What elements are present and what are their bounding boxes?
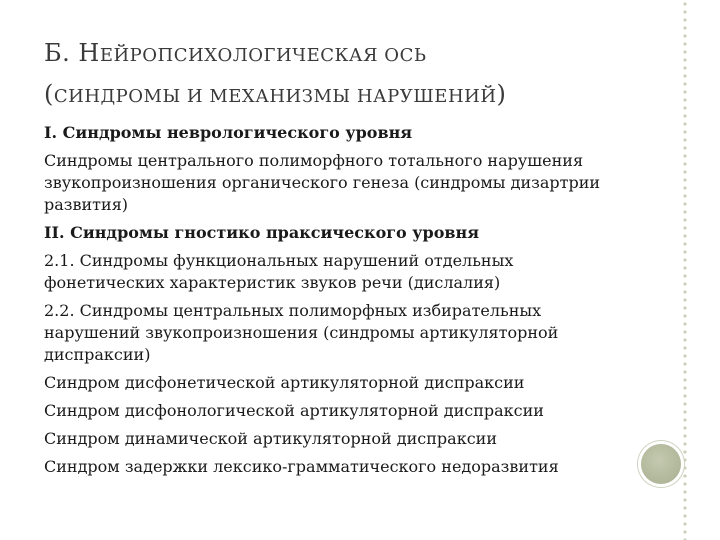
body-paragraph: Синдром дисфонетической артикуляторной диспраксии: [44, 373, 525, 392]
section-heading: I. Синдромы неврологического уровня: [44, 123, 413, 142]
body-paragraph: Синдром дисфонологической артикуляторной диспраксии: [44, 401, 544, 420]
title-rest: ЕЙРОПСИХОЛОГИЧЕСКАЯ ОСЬ: [99, 45, 427, 66]
title-paren-open: (: [44, 80, 54, 108]
body-paragraph: Синдром задержки лексико-грамматического недоразвития: [44, 457, 559, 476]
slide-title: [44, 34, 644, 116]
slide-body: [44, 122, 634, 484]
title-subtitle: СИНДРОМЫ И МЕХАНИЗМЫ НАРУШЕНИЙ: [53, 86, 497, 107]
title-line-1: [44, 34, 644, 75]
decorative-circle-icon: [641, 444, 681, 484]
title-line-2: [44, 75, 644, 116]
section-heading: II. Синдромы гностико праксического уровня: [44, 223, 480, 242]
dotted-rail-icon: [679, 0, 691, 540]
body-paragraph: 2.2. Синдромы центральных полиморфных избирательных нарушений звукопроизношения (синдромы артикуляторной диспраксии): [44, 301, 559, 364]
title-cap: Б. Н: [44, 39, 100, 67]
body-paragraph: Синдром динамической артикуляторной диспраксии: [44, 429, 497, 448]
body-paragraph: 2.1. Синдромы функциональных нарушений отдельных фонетических характеристик звуков речи (дислалия): [44, 251, 514, 292]
title-paren-close: ): [496, 80, 507, 108]
body-paragraph: Синдромы центрального полиморфного тотального нарушения звукопроизношения органического генеза (синдромы дизартрии развития): [44, 151, 601, 214]
